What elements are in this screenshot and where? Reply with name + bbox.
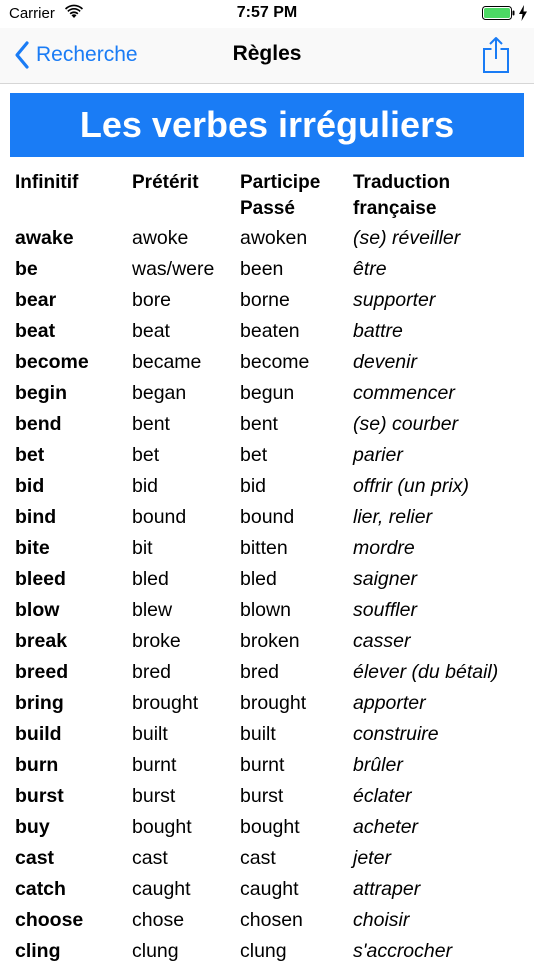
translation-cell: lier, relier — [353, 506, 433, 528]
table-row — [0, 657, 534, 688]
participle-cell: bound — [240, 506, 295, 528]
participle-cell: bent — [240, 413, 278, 435]
carrier-label: Carrier — [9, 5, 55, 22]
translation-cell: être — [353, 258, 387, 280]
preterit-cell: bought — [132, 816, 192, 838]
translation-cell: apporter — [353, 692, 426, 714]
infinitive-cell: breed — [15, 661, 69, 683]
charging-bolt-icon — [518, 5, 528, 21]
participle-cell: brought — [240, 692, 307, 714]
header-translation-line2: française — [353, 198, 437, 219]
table-row — [0, 719, 534, 750]
table-row — [0, 440, 534, 471]
table-row — [0, 874, 534, 905]
participle-cell: been — [240, 258, 284, 280]
preterit-cell: blew — [132, 599, 173, 621]
infinitive-cell: break — [15, 630, 68, 652]
table-row — [0, 781, 534, 812]
participle-cell: bought — [240, 816, 300, 838]
header-translation — [353, 170, 450, 222]
translation-cell: attraper — [353, 878, 421, 900]
infinitive-cell: build — [15, 723, 62, 745]
infinitive-cell: bite — [15, 537, 50, 559]
infinitive-cell: burst — [15, 785, 64, 807]
table-row — [0, 936, 534, 967]
navigation-bar — [0, 28, 534, 84]
preterit-cell: bid — [132, 475, 159, 497]
preterit-cell: burst — [132, 785, 176, 807]
participle-cell: awoken — [240, 227, 308, 249]
translation-cell: (se) courber — [353, 413, 459, 435]
header-preterit — [132, 170, 199, 196]
infinitive-cell: bet — [15, 444, 45, 466]
infinitive-cell: cast — [15, 847, 55, 869]
table-row — [0, 688, 534, 719]
participle-cell: broken — [240, 630, 300, 652]
preterit-cell: became — [132, 351, 202, 373]
chevron-left-icon — [14, 41, 30, 69]
infinitive-cell: begin — [15, 382, 67, 404]
participle-cell: built — [240, 723, 276, 745]
infinitive-cell: burn — [15, 754, 59, 776]
infinitive-cell: bear — [15, 289, 57, 311]
table-row — [0, 471, 534, 502]
infinitive-cell: bleed — [15, 568, 66, 590]
participle-cell: clung — [240, 940, 287, 962]
participle-cell: blown — [240, 599, 291, 621]
back-button-label: Recherche — [36, 43, 138, 66]
table-row — [0, 378, 534, 409]
table-row — [0, 626, 534, 657]
translation-cell: supporter — [353, 289, 436, 311]
infinitive-cell: awake — [15, 227, 74, 249]
preterit-cell: bred — [132, 661, 172, 683]
translation-cell: éclater — [353, 785, 412, 807]
preterit-cell: chose — [132, 909, 185, 931]
translation-cell: (se) réveiller — [353, 227, 461, 249]
translation-cell: mordre — [353, 537, 415, 559]
table-row — [0, 843, 534, 874]
preterit-cell: brought — [132, 692, 199, 714]
participle-cell: cast — [240, 847, 276, 869]
preterit-cell: broke — [132, 630, 181, 652]
translation-cell: s'accrocher — [353, 940, 453, 962]
preterit-cell: burnt — [132, 754, 177, 776]
infinitive-cell: choose — [15, 909, 84, 931]
translation-cell: casser — [353, 630, 411, 652]
table-row — [0, 347, 534, 378]
participle-cell: borne — [240, 289, 290, 311]
participle-cell: bred — [240, 661, 280, 683]
participle-cell: beaten — [240, 320, 300, 342]
preterit-cell: was/were — [132, 258, 215, 280]
infinitive-cell: be — [15, 258, 38, 280]
header-infinitive — [15, 170, 78, 196]
table-row — [0, 285, 534, 316]
participle-cell: bitten — [240, 537, 288, 559]
header-participle-line1: Participe — [240, 172, 321, 193]
header-translation-line1: Traduction — [353, 172, 451, 193]
translation-cell: jeter — [353, 847, 391, 869]
table-row — [0, 750, 534, 781]
translation-cell: offrir (un prix) — [353, 475, 469, 497]
table-row — [0, 502, 534, 533]
translation-cell: construire — [353, 723, 439, 745]
translation-cell: acheter — [353, 816, 419, 838]
infinitive-cell: bend — [15, 413, 62, 435]
table-row — [0, 533, 534, 564]
section-banner: Les verbes irréguliers — [10, 93, 524, 157]
infinitive-cell: cling — [15, 940, 61, 962]
preterit-cell: caught — [132, 878, 191, 900]
preterit-cell: bit — [132, 537, 153, 559]
preterit-cell: beat — [132, 320, 170, 342]
header-participle — [240, 170, 320, 222]
translation-cell: élever (du bétail) — [353, 661, 499, 683]
participle-cell: bled — [240, 568, 277, 590]
verb-table — [0, 223, 534, 967]
translation-cell: battre — [353, 320, 403, 342]
header-infinitive-label: Infinitif — [15, 172, 79, 193]
preterit-cell: bound — [132, 506, 187, 528]
table-row — [0, 905, 534, 936]
infinitive-cell: bind — [15, 506, 57, 528]
translation-cell: parier — [353, 444, 403, 466]
header-preterit-label: Prétérit — [132, 172, 199, 193]
participle-cell: become — [240, 351, 310, 373]
preterit-cell: awoke — [132, 227, 189, 249]
page-title: Règles — [232, 42, 302, 65]
participle-cell: burnt — [240, 754, 285, 776]
status-time: 7:57 PM — [236, 4, 298, 21]
table-row — [0, 595, 534, 626]
back-button[interactable] — [14, 40, 138, 70]
preterit-cell: began — [132, 382, 187, 404]
preterit-cell: bled — [132, 568, 169, 590]
table-row — [0, 409, 534, 440]
participle-cell: chosen — [240, 909, 303, 931]
status-bar — [0, 0, 534, 28]
translation-cell: souffler — [353, 599, 417, 621]
battery-icon — [482, 6, 516, 20]
participle-cell: caught — [240, 878, 299, 900]
table-row — [0, 223, 534, 254]
infinitive-cell: bring — [15, 692, 64, 714]
preterit-cell: bore — [132, 289, 172, 311]
participle-cell: burst — [240, 785, 284, 807]
infinitive-cell: beat — [15, 320, 56, 342]
infinitive-cell: buy — [15, 816, 50, 838]
preterit-cell: clung — [132, 940, 179, 962]
preterit-cell: built — [132, 723, 168, 745]
translation-cell: saigner — [353, 568, 417, 590]
translation-cell: devenir — [353, 351, 417, 373]
infinitive-cell: bid — [15, 475, 45, 497]
participle-cell: bet — [240, 444, 268, 466]
translation-cell: brûler — [353, 754, 403, 776]
preterit-cell: cast — [132, 847, 168, 869]
share-icon[interactable] — [481, 36, 511, 74]
participle-cell: bid — [240, 475, 267, 497]
table-row — [0, 812, 534, 843]
participle-cell: begun — [240, 382, 295, 404]
infinitive-cell: become — [15, 351, 89, 373]
table-row — [0, 564, 534, 595]
infinitive-cell: catch — [15, 878, 66, 900]
preterit-cell: bet — [132, 444, 160, 466]
header-participle-line2: Passé — [240, 198, 295, 219]
translation-cell: choisir — [353, 909, 410, 931]
table-row — [0, 254, 534, 285]
preterit-cell: bent — [132, 413, 170, 435]
translation-cell: commencer — [353, 382, 455, 404]
table-row — [0, 316, 534, 347]
infinitive-cell: blow — [15, 599, 60, 621]
table-header — [0, 170, 534, 222]
